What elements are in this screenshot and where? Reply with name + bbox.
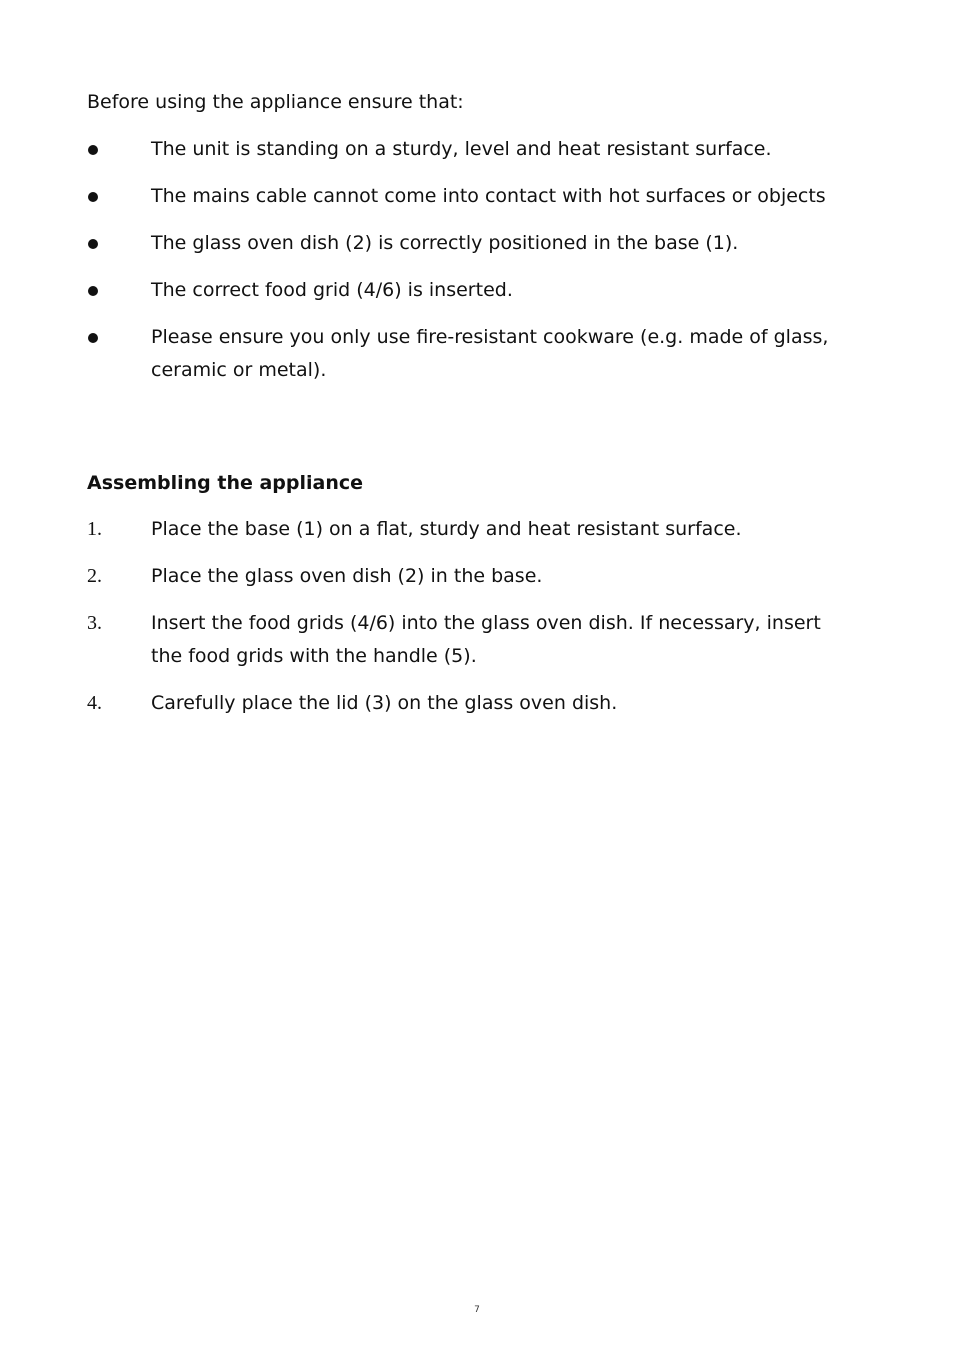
- step-item: [87, 513, 847, 546]
- list-item: [87, 133, 847, 166]
- step-text: Carefully place the lid (3) on the glass oven dish.: [151, 692, 618, 714]
- list-item-text: The correct food grid (4/6) is inserted.: [151, 279, 513, 301]
- step-number: 1.: [87, 518, 102, 540]
- list-item-text: The unit is standing on a sturdy, level and heat resistant surface.: [151, 138, 772, 160]
- step-number: 3.: [87, 612, 102, 634]
- step-text: Place the glass oven dish (2) in the base.: [151, 565, 543, 587]
- bullet-icon: [87, 180, 99, 213]
- list-item-text: Please ensure you only use fire-resistant cookware (e.g. made of glass, ceramic or metal).: [151, 326, 829, 381]
- intro-text: Before using the appliance ensure that:: [87, 91, 464, 113]
- list-item: [87, 227, 847, 260]
- assembly-steps-list: [87, 513, 847, 734]
- step-item: [87, 607, 847, 673]
- list-item-text: The glass oven dish (2) is correctly positioned in the base (1).: [151, 232, 739, 254]
- step-number: 2.: [87, 565, 102, 587]
- list-item-text: The mains cable cannot come into contact with hot surfaces or objects: [151, 185, 826, 207]
- bullet-icon: [87, 321, 99, 354]
- precaution-list: [87, 133, 847, 401]
- step-item: [87, 560, 847, 593]
- bullet-icon: [87, 274, 99, 307]
- list-item: [87, 180, 847, 213]
- page-number: 7: [474, 1305, 480, 1315]
- list-item: [87, 274, 847, 307]
- step-text: Place the base (1) on a flat, sturdy and heat resistant surface.: [151, 518, 742, 540]
- list-item: [87, 321, 847, 387]
- step-item: [87, 687, 847, 720]
- step-number: 4.: [87, 692, 102, 714]
- bullet-icon: [87, 227, 99, 260]
- section-heading: Assembling the appliance: [87, 472, 364, 494]
- step-text: Insert the food grids (4/6) into the glass oven dish. If necessary, insert the food grids with the handle (5).: [151, 612, 821, 667]
- bullet-icon: [87, 133, 99, 166]
